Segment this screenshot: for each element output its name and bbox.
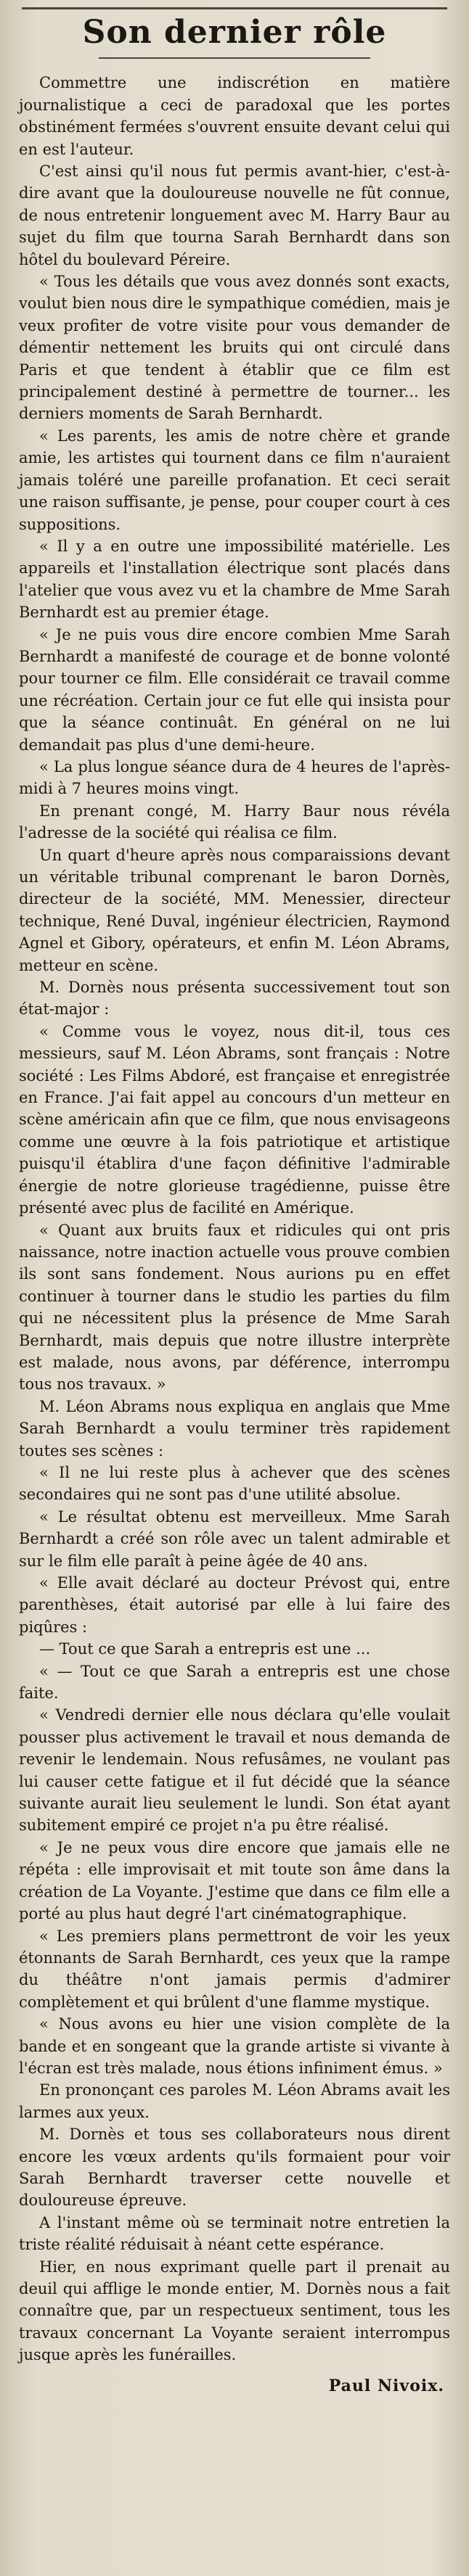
paragraph: Commettre une indiscrétion en matière journalistique a ceci de paradoxal que les portes obstinément fermées s'ouvrent ensuite devant celui qui en est l'auteur. [19,74,450,158]
author-signature: Paul Nivoix. [328,2376,444,2395]
article-headline: Son dernier rôle [82,14,387,51]
paragraph: C'est ainsi qu'il nous fut permis avant-hier, c'est-à-dire avant que la douloureuse nouvelle ne fût connue, de nous entretenir longuement avec M. Harry Baur au sujet du film que tourna Sarah Bernhardt dans son hôtel du boulevard Péreire. [19,162,450,268]
paragraph: « Vendredi dernier elle nous déclara qu'elle voulait pousser plus activement le travail et nous demanda de revenir le lendemain. Nous refusâmes, ne voulant pas lui causer cette fatigue et il fut décidé que la séance suivante aurait lieu seulement le lundi. Son état ayant subitement empiré ce projet n'a pu être réalisé. [19,1706,450,1835]
paragraph: « — Tout ce que Sarah a entrepris est une chose faite. [19,1662,450,1703]
paragraph: « Nous avons eu hier une vision complète de la bande et en songeant que la grande artiste si vivante à l'écran est très malade, nous étions infiniment émus. » [19,2015,450,2077]
paragraph: « La plus longue séance dura de 4 heures de l'après-midi à 7 heures moins vingt. [19,757,450,798]
paragraph: M. Dornès et tous ses collaborateurs nous dirent encore les vœux ardents qu'ils formaient pour voir Sarah Bernhardt traverser cette nouvelle et douloureuse épreuve. [19,2126,450,2210]
headline-rule [99,57,370,59]
paragraph: « Tous les détails que vous avez donnés sont exacts, voulut bien nous dire le sympathique comédien, mais je veux profiter de votre visite pour vous demander de démentir nettement les bruits qui ont circulé dans Paris et que tendent à établir que ce film est principalement destiné à permettre de tourner... les derniers moments de Sarah Bernhardt. [19,273,450,423]
paragraph: En prononçant ces paroles M. Léon Abrams avait les larmes aux yeux. [19,2081,450,2121]
paragraph: — Tout ce que Sarah a entrepris est une ... [39,1640,371,1658]
paragraph: A l'instant même où se terminait notre entretien la triste réalité réduisait à néant cette espérance. [19,2213,450,2254]
paragraph: « Quant aux bruits faux et ridicules qui ont pris naissance, notre inaction actuelle vous prouve combien ils sont sans fondement. Nous aurions pu en effet continuer à tourner dans le studio les parties du film qui ne nécessitent plus la présence de Mme Sarah Bernhardt, mais depuis que notre illustre interprète est malade, nous avons, par déférence, interrompu tous nos travaux. » [19,1221,450,1394]
paragraph: « Je ne puis vous dire encore combien Mme Sarah Bernhardt a manifesté de courage et de bonne volonté pour tourner ce film. Elle considérait ce travail comme une récréation. Certain jour ce fut elle qui insista pour que la séance continuât. En général on ne lui demandait pas plus d'une demi-heure. [19,625,450,754]
article-body [19,72,450,2366]
paragraph: En prenant congé, M. Harry Baur nous révéla l'adresse de la société qui réalisa ce film. [19,802,450,842]
top-rule [22,7,447,9]
paragraph: « Les premiers plans permettront de voir les yeux étonnants de Sarah Bernhardt, ces yeux que la rampe du théâtre n'ont jamais permis d'admirer complètement et qui brûlent d'une flamme mystique. [19,1927,450,2011]
paragraph: « Le résultat obtenu est merveilleux. Mme Sarah Bernhardt a créé son rôle avec un talent admirable et sur le film elle paraît à peine âgée de 40 ans. [19,1507,450,1570]
paragraph: Un quart d'heure après nous comparaissions devant un véritable tribunal comprenant le baron Dornès, directeur de la société, MM. Menessier, directeur technique, René Duval, ingénieur électricien, Raymond Agnel et Gibory, opérateurs, et enfin M. Léon Abrams, metteur en scène. [19,846,450,974]
paragraph: Hier, en nous exprimant quelle part il prenait au deuil qui afflige le monde entier, M. Dornès nous a fait connaître que, par un respectueux sentiment, tous les travaux concernant La Voyante seraient interrompus jusque après les funérailles. [19,2258,450,2364]
paragraph: M. Léon Abrams nous expliqua en anglais que Mme Sarah Bernhardt a voulu terminer très rapidement toutes ses scènes : [19,1397,450,1460]
paragraph: « Elle avait déclaré au docteur Prévost qui, entre parenthèses, était autorisé par elle à lui faire des piqûres : [19,1574,450,1636]
paragraph: « Il ne lui reste plus à achever que des scènes secondaires qui ne sont pas d'une utilité absolue. [19,1463,450,1504]
paragraph: M. Dornès nous présenta successivement tout son état-major : [19,979,450,1019]
paragraph: « Comme vous le voyez, nous dit-il, tous ces messieurs, sauf M. Léon Abrams, sont français : Notre société : Les Films Abdoré, est française et enregistrée en France. J'ai fait appel au concours d'un metteur en scène américain afin que ce film, que nous envisageons comme une œuvre à la fois patriotique et artistique puisqu'il établira d'une façon définitive l'admirable énergie de notre glorieuse tragédienne, puisse être présenté avec plus de facilité en Amérique. [19,1022,450,1217]
paragraph: « Il y a en outre une impossibilité matérielle. Les appareils et l'installation électrique sont placés dans l'atelier que vous avez vu et la chambre de Mme Sarah Bernhardt est au premier étage. [19,537,450,622]
paragraph: « Je ne peux vous dire encore que jamais elle ne répéta : elle improvisait et mit toute son âme dans la création de La Voyante. J'estime que dans ce film elle a porté au plus haut degré l'art cinématographique. [19,1838,450,1923]
paragraph: « Les parents, les amis de notre chère et grande amie, les artistes qui tournent dans ce film n'auraient jamais toléré une pareille profanation. Et ceci serait une raison suffisante, je pense, pour couper court à ces suppositions. [19,427,450,533]
